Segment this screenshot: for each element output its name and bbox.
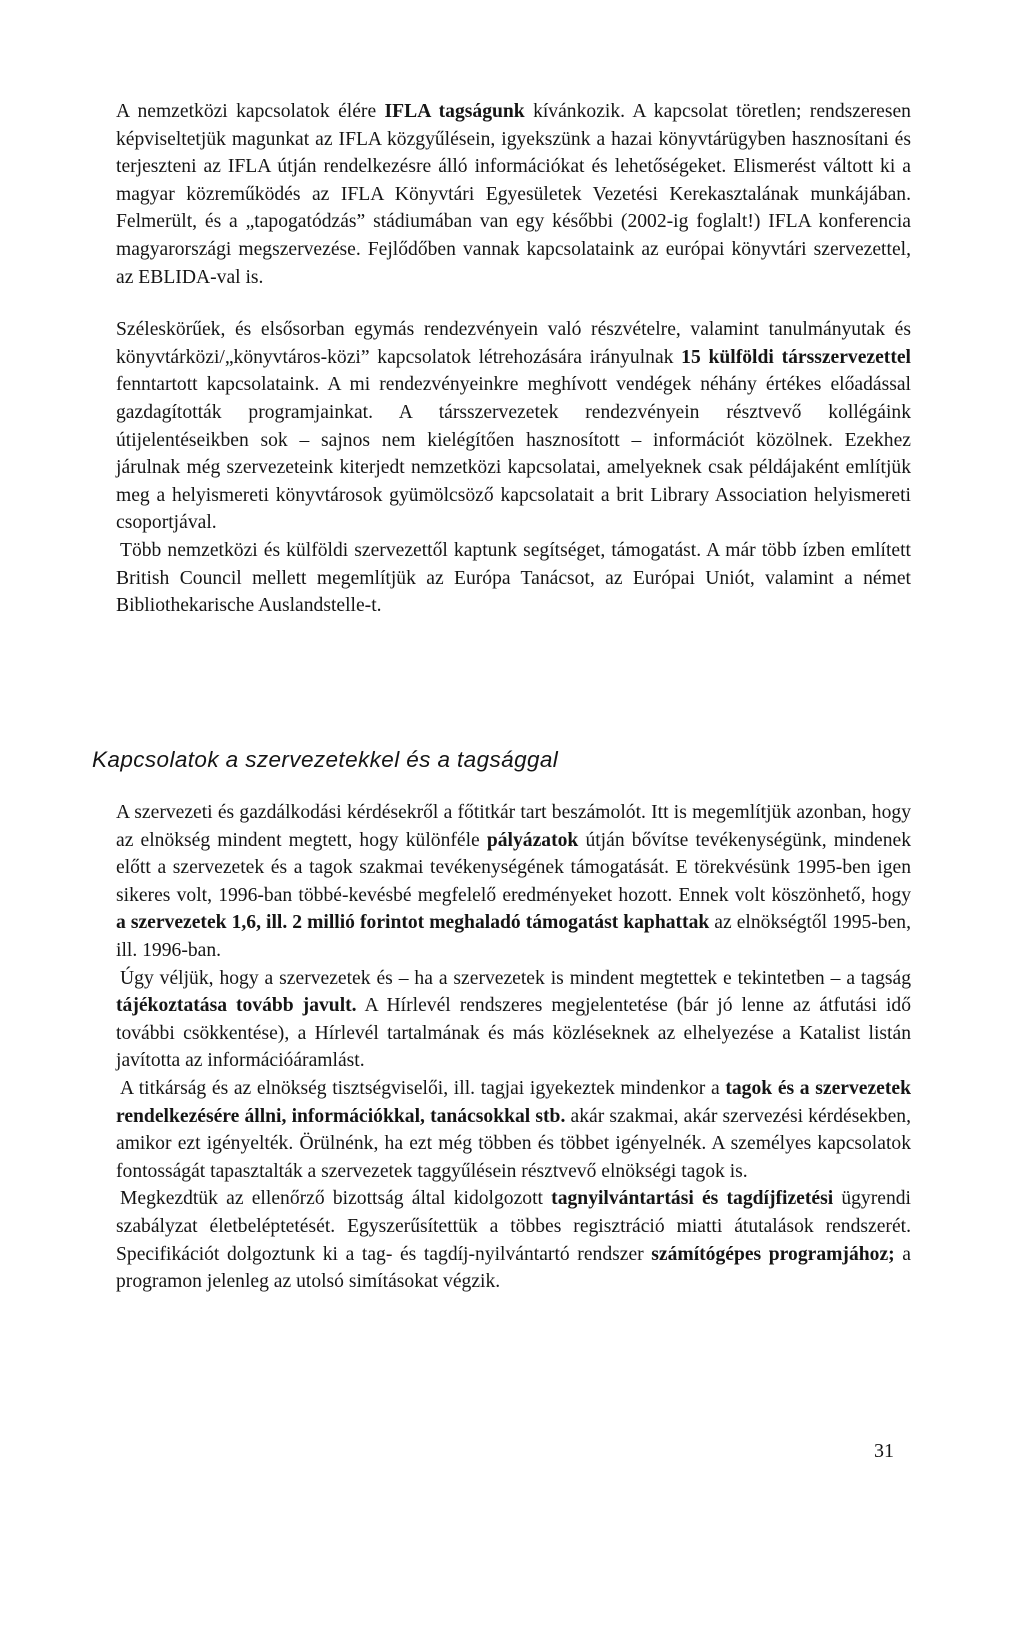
text-span: ügyrendi szabályzat életbeléptetését. Egyszerűsítettük a többes regisztráció miatti átutalások rendszerét. Specifikációt dolgoztunk ki a tag- és tagdíj-nyilvántartó rendszer <box>116 1188 911 1265</box>
emphasis-text: IFLA tagságunk <box>384 101 525 122</box>
section-relations <box>116 799 911 1296</box>
emphasis-text: tagnyilvántartási és tagdíjfizetési <box>551 1188 834 1210</box>
paragraph-ifla <box>116 98 911 291</box>
text-span: A Hírlevél rendszeres megjelentetése (bár jó lenne az átfutási idő további csökkentése), a Hírlevél tartalmának és más közléseknek az elhelyezése a Katalist listán javította az információáramlást. <box>116 995 911 1072</box>
emphasis-text: pályázatok <box>486 829 579 851</box>
paragraph-membership-registry <box>116 1185 911 1295</box>
text-span: fenntartott kapcsolataink. A mi rendezvényeinkre meghívott vendégek néhány értékes előadással gazdagították programjainkat. A társszervezetek rendezvényein résztvevő kollégáink útijelentéseikben sok – sajnos nem kielégítően hasznosított – információt közölnek. Ezekhez járulnak még szervezeteink kiterjedt nemzetközi kapcsolatai, amelyeknek csak példájaként említjük meg a helyismereti könyvtárosok gyümölcsöző kapcsolatait a brit Library Association helyismereti csoportjával. <box>116 374 911 534</box>
text-span: A titkárság és az elnökség tisztségviselői, ill. tagjai igyekeztek mindenkor a <box>120 1077 726 1099</box>
text-span: Úgy véljük, hogy a szervezetek és – ha a szervezetek is mindent megtettek e tekintetben – a tagság <box>120 967 911 989</box>
emphasis-text: tájékoztatása tovább javult. <box>116 995 357 1017</box>
paragraph-partners <box>116 316 911 537</box>
emphasis-text: a szervezetek 1,6, ill. 2 millió forintot meghaladó támogatást kaphattak <box>116 912 710 934</box>
text-span: A nemzetközi kapcsolatok élére <box>116 101 385 122</box>
paragraph-information <box>116 965 911 1075</box>
text-span: akár szakmai, akár szervezési kérdésekben, amikor ezt igényelték. Örülnénk, ha ezt még többen és többet igényelnék. A személyes kapcsolatok fontosságát tapasztalták a szervezetek taggyűlésein résztvevő elnökségi tagok is. <box>116 1105 911 1182</box>
section-international <box>116 98 911 620</box>
paragraph-support: Több nemzetközi és külföldi szervezettől kaptunk segítséget, támogatást. A már több ízben említett British Council mellett megemlítjük az Európa Tanácsot, az Európai Uniót, valamint a német Bibliothekarische Auslandstelle-t. <box>116 539 911 617</box>
page-number: 31 <box>874 1440 894 1462</box>
emphasis-text: 15 külföldi társszervezettel <box>681 346 911 368</box>
text-span: Széleskörűek, és elsősorban egymás rendezvényein való részvételre, valamint tanulmányutak és könyvtárközi/„könyvtáros-közi” kapcsolatok létrehozására irányulnak <box>116 319 911 368</box>
emphasis-text: tagok és a szervezetek rendelkezésére állni, információkkal, tanácsokkal stb. <box>116 1077 911 1127</box>
text-span: A szervezeti és gazdálkodási kérdésekről a főtitkár tart beszámolót. Itt is megemlítjük azonban, hogy az elnökség mindent megtett, hogy különféle <box>116 802 911 851</box>
text-span: kívánkozik. A kapcsolat töretlen; rendszeresen képviseltetjük magunkat az IFLA közgyűlésein, igyekszünk a hazai könyvtárügyben hasznosítani és terjeszteni az IFLA útján rendelkezésre álló információkat és lehetőségeket. Elismerést váltott ki a magyar közreműködés az IFLA Könyvtári Egyesületek Vezetési Kerekasztalának munkájában. Felmerült, és a „tapogatódzás” stádiumában van egy későbbi (2002-ig foglalt!) IFLA konferencia magyarországi megszervezése. Fejlődőben vannak kapcsolataink az európai könyvtári szervezettel, az EBLIDA-val is. <box>116 101 911 288</box>
text-span: a programon jelenleg az utolsó simításokat végzik. <box>116 1243 911 1293</box>
section-heading: Kapcsolatok a szervezetekkel és a tagsággal <box>92 747 559 772</box>
text-span: az elnökségtől 1995-ben, ill. 1996-ban. <box>116 912 911 961</box>
paragraph-grants <box>116 799 911 965</box>
emphasis-text: számítógépes programjához; <box>651 1243 895 1265</box>
text-span: útján bővítse tevékenységünk, mindenek előtt a szervezetek és a tagok szakmai tevékenységének támogatását. E törekvésünk 1995-ben igen sikeres volt, 1996-ban többé-kevésbé megfelelő eredményeket hozott. Ennek volt köszönhető, hogy <box>116 829 911 906</box>
paragraph-secretariat <box>116 1075 911 1185</box>
text-span: Megkezdtük az ellenőrző bizottság által kidolgozott <box>120 1188 552 1210</box>
